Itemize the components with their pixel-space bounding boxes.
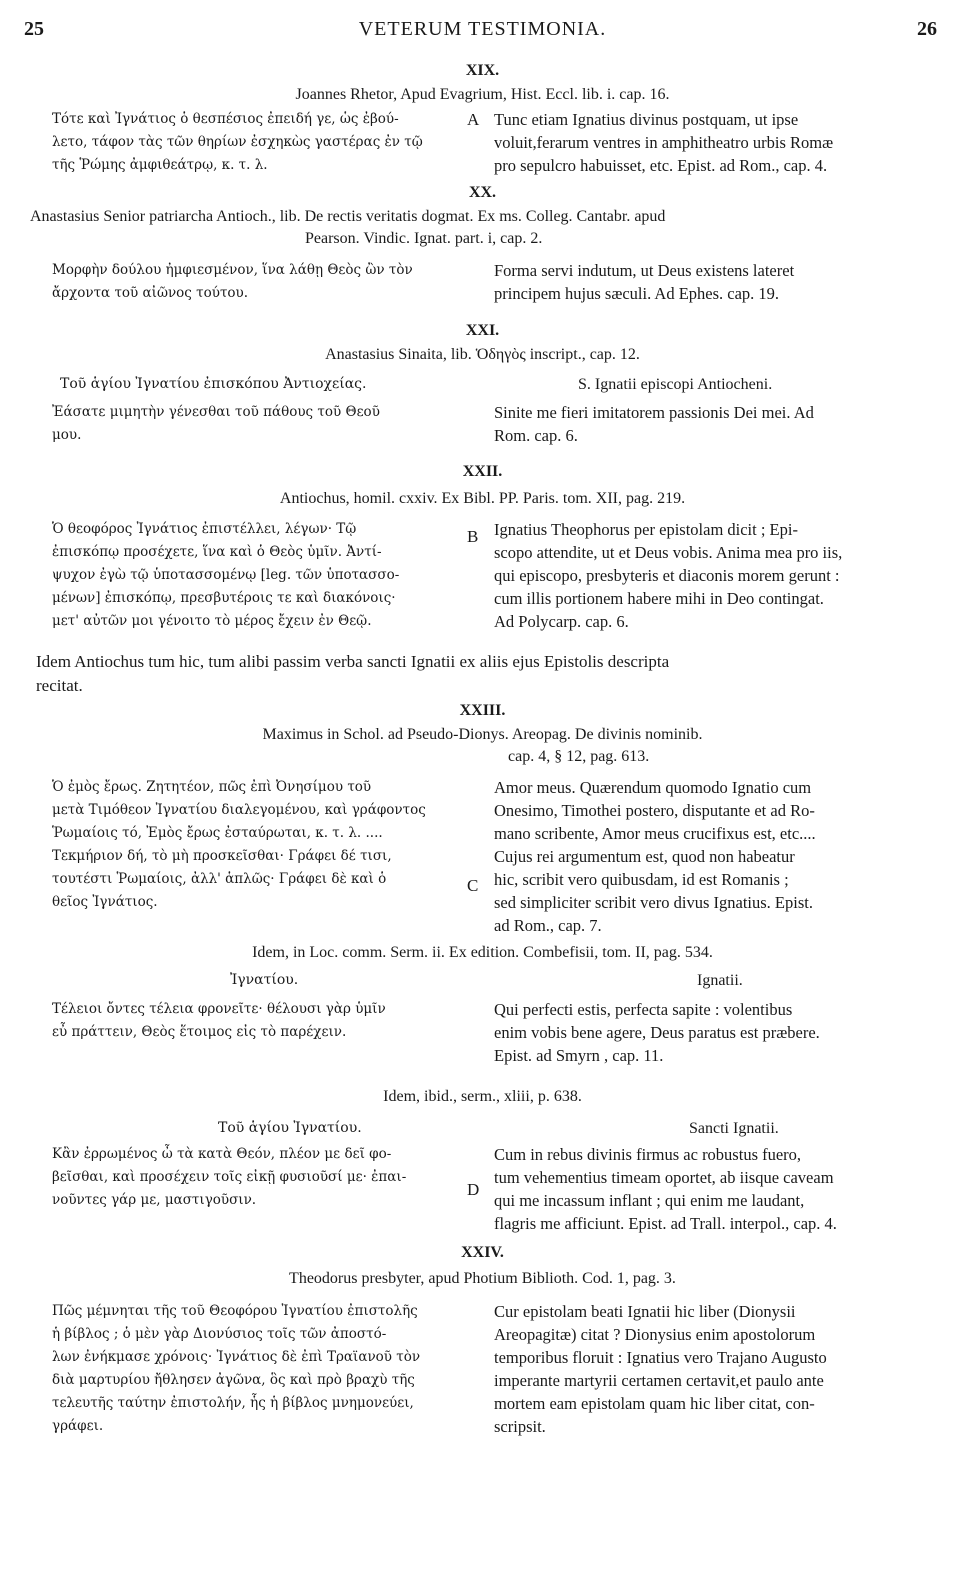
section-24-source: Theodorus presbyter, apud Photium Biblioth. Cod. 1, pag. 3.	[289, 1270, 676, 1287]
idem-1-greek-title: Ἰγνατίου.	[230, 972, 299, 988]
page-number-left: 25	[24, 18, 44, 40]
margin-marker-c: C	[467, 876, 479, 895]
idem-2-greek: Κἂν ἐρρωμένος ὦ τὰ κατὰ Θεόν, πλέον με δεῖ φο- βεῖσθαι, καὶ προσέχειν τοῖς εἰκῇ φυσιοῦσί με· ἐπαι- νοῦντες γάρ με, μαστιγοῦσιν.	[52, 1146, 407, 1208]
section-20-greek: Μορφὴν δούλου ἠμφιεσμένον, ἵνα λάθῃ Θεὸς ὢν τὸν ἄρχοντα τοῦ αἰῶνος τούτου.	[52, 262, 413, 301]
idem-2-greek-title: Τοῦ ἁγίου Ἰγνατίου.	[218, 1120, 362, 1136]
page-number-right: 26	[917, 18, 937, 40]
section-21-source: Anastasius Sinaita, lib. Ὁδηγὸς inscript., cap. 12.	[325, 346, 640, 363]
running-title: VETERUM TESTIMONIA.	[358, 18, 607, 40]
idem-2-latin: Cum in rebus divinis firmus ac robustus fuero, tum vehementius timeam oportet, ab iisque caveam qui me incassum inflant ; qui enim me laudant, flagris me afficiunt. Epist. ad Trall. interpol., cap. 4.	[494, 1145, 837, 1233]
margin-marker-a: A	[467, 110, 480, 129]
section-20-source-line2: Pearson. Vindic. Ignat. part. i, cap. 2.	[305, 230, 543, 247]
section-number-19: XIX.	[465, 62, 500, 79]
margin-marker-b: B	[467, 527, 479, 546]
section-23-source-line2: cap. 4, § 12, pag. 613.	[508, 748, 650, 765]
idem-1-source: Idem, in Loc. comm. Serm. ii. Ex edition. Combefisii, tom. II, pag. 534.	[252, 944, 713, 961]
margin-marker-d: D	[467, 1180, 480, 1199]
section-number-21: XXI.	[465, 322, 500, 339]
section-19-latin: Tunc etiam Ignatius divinus postquam, ut ipse voluit,ferarum ventres in amphitheatro urbis Romæ pro sepulcro habuisset, etc. Epist. ad Rom., cap. 4.	[494, 110, 834, 175]
idem-2-latin-title: Sancti Ignatii.	[689, 1120, 779, 1137]
section-21-greek-title: Τοῦ ἁγίου Ἰγνατίου ἐπισκόπου Ἀντιοχείας.	[60, 376, 367, 392]
section-24-greek: Πῶς μέμνηται τῆς τοῦ Θεοφόρου Ἰγνατίου ἐπιστολῆς ἡ βίβλος ; ὁ μὲν γὰρ Διονύσιος τοῖς τῶν ἀποστό- λων ἐνήκμασε χρόνοις· Ἰγνάτιος δὲ ἐπὶ Τραϊανοῦ τὸν διὰ μαρτυρίου ἤθλησεν ἀγῶνα, ὃς καὶ πρὸ βραχὺ τῆς τελευτῆς ταύτην ἐπιστολήν, ἧς ἡ βίβλος μνημονεύει, γράφει.	[52, 1303, 421, 1434]
section-22-greek: Ὁ θεοφόρος Ἰγνάτιος ἐπιστέλλει, λέγων· Τῷ ἐπισκόπῳ προσέχετε, ἵνα καὶ ὁ Θεὸς ὑμῖν. Ἀντί- ψυχον ἐγὼ τῷ ὑποτασσομένῳ [leg. τῶν ὑποτασσο- μένων] ἐπισκόπῳ, πρεσβυτέροις τε καὶ διακόνοις· μετ' αὐτῶν μοι γένοιτο τὸ μέρος ἔχειν ἐν Θεῷ.	[52, 521, 400, 629]
section-number-23: XXIII.	[459, 702, 506, 719]
section-19-source: Joannes Rhetor, Apud Evagrium, Hist. Eccl. lib. i. cap. 16.	[295, 86, 670, 103]
section-number-20: XX.	[468, 184, 497, 201]
section-22-note: Idem Antiochus tum hic, tum alibi passim verba sancti Ignatii ex aliis ejus Epistolis descripta recitat.	[36, 652, 670, 695]
section-23-greek: Ὁ ἐμὸς ἔρως. Ζητητέον, πῶς ἐπὶ Ὀνησίμου τοῦ μετὰ Τιμόθεον Ἰγνατίου διαλεγομένου, καὶ γράφοντος Ῥωμαίοις τό, Ἐμὸς ἔρως ἐσταύρωται, κ. τ. λ. .... Τεκμήριον δή, τὸ μὴ προσκεῖσθαι· Γράφει δέ τισι, τουτέστι Ῥωμαίοις, ἀλλ' ἁπλῶς· Γράφει δὲ καὶ ὁ θεῖος Ἰγνάτιος.	[52, 779, 426, 910]
section-number-24: XXIV.	[461, 1244, 504, 1261]
section-22-source: Antiochus, homil. cxxiv. Ex Bibl. PP. Paris. tom. XII, pag. 219.	[279, 490, 686, 507]
section-21-latin: Sinite me fieri imitatorem passionis Dei mei. Ad Rom. cap. 6.	[494, 403, 814, 445]
section-21-latin-title: S. Ignatii episcopi Antiocheni.	[578, 376, 773, 393]
section-23-latin: Amor meus. Quærendum quomodo Ignatio cum Onesimo, Timothei postero, disputante et ad Ro- mano scribente, Amor meus crucifixus est, etc.... Cujus rei argumentum est, quod non habeatur hic, scribit vero quibusdam, id est Romanis ; sed simpliciter scribit vero divus Ignatius. Epist. ad Rom., cap. 7.	[494, 778, 816, 935]
section-22-latin: Ignatius Theophorus per epistolam dicit ; Epi- scopo attendite, ut et Deus vobis. Anima mea pro iis, qui episcopo, presbyteris et diaconis morem gerunt : cum illis portionem habere mihi in Deo contingat. Ad Polycarp. cap. 6.	[494, 520, 843, 631]
section-19-greek: Τότε καὶ Ἰγνάτιος ὁ θεσπέσιος ἐπειδή γε, ὡς ἐβού- λετο, τάφον τὰς τῶν θηρίων ἐσχηκὼς γαστέρας ἐν τῷ τῆς Ῥώμης ἀμφιθεάτρῳ, κ. τ. λ.	[52, 111, 423, 173]
idem-2-source: Idem, ibid., serm., xliii, p. 638.	[383, 1088, 582, 1105]
section-number-22: XXII.	[462, 463, 503, 480]
idem-1-latin: Qui perfecti estis, perfecta sapite : volentibus enim vobis bene agere, Deus paratus est præbere. Epist. ad Smyrn , cap. 11.	[494, 1000, 820, 1065]
section-20-latin: Forma servi indutum, ut Deus existens lateret principem hujus sæculi. Ad Ephes. cap. 19.	[494, 261, 795, 303]
idem-1-greek: Τέλειοι ὄντες τέλεια φρονεῖτε· θέλουσι γὰρ ὑμῖν εὖ πράττειν, Θεὸς ἕτοιμος εἰς τὸ παρέχειν.	[52, 1001, 386, 1040]
section-20-source-line1: Anastasius Senior patriarcha Antioch., lib. De rectis veritatis dogmat. Ex ms. Colleg. Cantabr. apud	[30, 208, 666, 225]
idem-1-latin-title: Ignatii.	[697, 972, 743, 989]
section-23-source-line1: Maximus in Schol. ad Pseudo-Dionys. Areopag. De divinis nominib.	[262, 726, 703, 743]
section-21-greek: Ἐάσατε μιμητὴν γένεσθαι τοῦ πάθους τοῦ Θεοῦ μου.	[52, 404, 380, 443]
section-24-latin: Cur epistolam beati Ignatii hic liber (Dionysii Areopagitæ) citat ? Dionysius enim apostolorum temporibus floruit : Ignatius vero Trajano Augusto imperante martyrii certamen certavit,et paulo ante mortem eam epistolam quam hic liber citat, con- scripsit.	[494, 1302, 827, 1436]
